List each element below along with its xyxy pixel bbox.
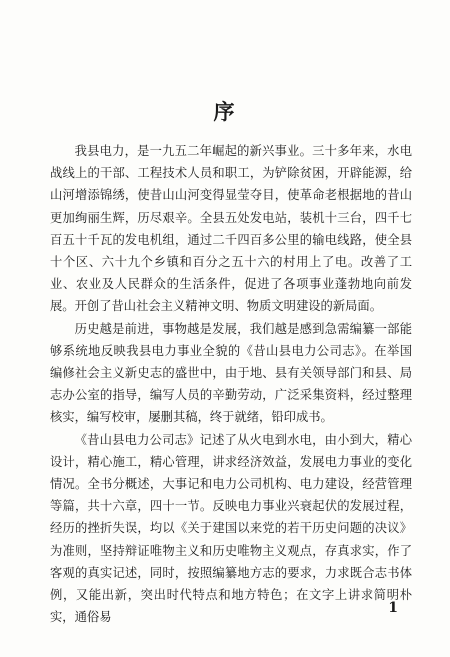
page-title: 序 — [213, 99, 237, 124]
paragraph-3: 《昔山县电力公司志》记述了从火电到水电，由小到大，精心设计，精心施工，精心管理，讲求经济效益，发展电力事业的变化情况。全书分概述，大事记和电力公司机构、电力建设，经营管理等篇，共十六章，四十一节。反映电力事业兴衰起伏的发展过程，经历的挫折失误，均以《关于建国以来党的若干历史问题的决议》为准则，坚持辩证唯物主义和历史唯物主义观点，存真求实，作了客观的真实记述，同时，按照编纂地方志的要求，力求既合志书体例，又能出新，突出时代特点和地方特色；在文字上讲求简明朴实，通俗易 — [50, 432, 412, 625]
paragraph-2: 历史越是前进，事物越是发展，我们越是感到急需编纂一部能够系统地反映我县电力事业全貌的《昔山县电力公司志》。在举国编修社会主义新史志的盛世中，由于地、县有关领导部门和县、局志办公室的指导，编写人员的辛勤劳动，广泛采集资料，经过整理核实，编写校审，屡删其稿，终于就绪，铅印成书。 — [50, 321, 412, 425]
page-number: 1 — [388, 600, 398, 616]
paragraph-1: 我县电力，是一九五二年崛起的新兴事业。三十多年来，水电战线上的干部、工程技术人员和职工，为铲除贫困，开辟能源，给山河增添锦绣，使昔山山河变得显莹夺目，使革命老根据地的昔山更加绚丽生辉，历尽艰辛。全县五处发电站，装机十三台，四千七百五十千瓦的发电机组，通过二千四百多公里的输电线路，使全县十个区、六十九个乡镇和百分之五十六的村用上了电。改善了工业、农业及人民群众的生活条件，促进了各项事业蓬勃地向前发展。开创了昔山社会主义精神文明、物质文明建设的新局面。 — [50, 144, 412, 314]
body-text — [50, 140, 412, 628]
